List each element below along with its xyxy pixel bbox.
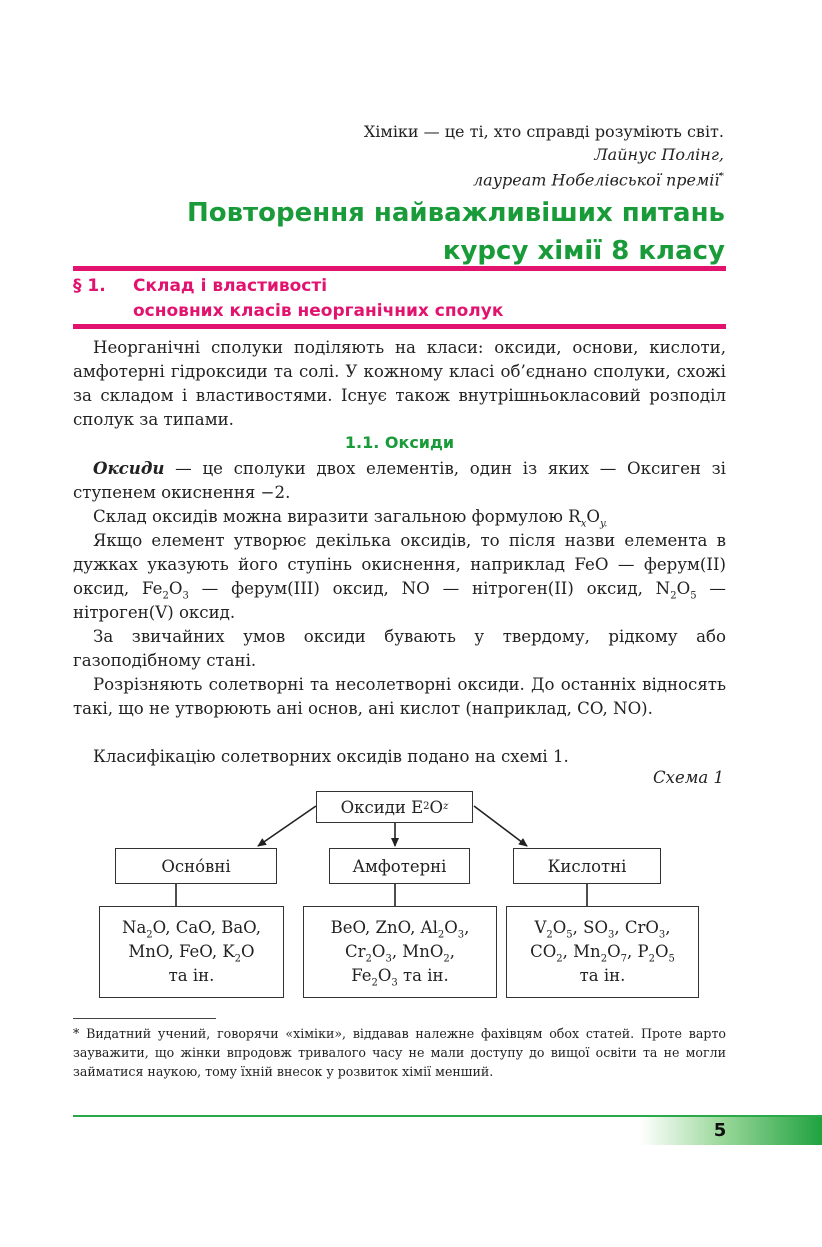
intro-paragraph: Неорганічні сполуки поділяють на класи: оксиди, основи, кислоти, амфотерні гідроксиди та солі. У кожному класі об’єднано сполуки, схожі за складом і властивостями. Існує також внутрішньокласовий розподіл сполук за типами. xyxy=(73,338,726,429)
section-number: § 1. xyxy=(73,276,106,296)
examples-basic-line3: та ін. xyxy=(168,966,215,985)
examples-acidic-box xyxy=(506,906,699,998)
examples-acidic-line3: та ін. xyxy=(579,966,626,985)
epigraph-author-title: лауреат Нобелівської премії* xyxy=(472,170,724,190)
chapter-title-line2: курсу хімії 8 класу xyxy=(442,236,725,266)
examples-amphoteric-box xyxy=(303,906,497,998)
subsection-heading: 1.1. Оксиди xyxy=(344,433,455,452)
examples-amphoteric-line2: $Cr_2O_3$, MnO$_2$, xyxy=(345,942,455,965)
examples-basic-box xyxy=(99,906,284,998)
examples-acidic-line1: $V_2O_5$, $SO_3$, CrO$_3$, xyxy=(534,918,671,941)
general-formula-paragraph: Склад оксидів можна виразити загальною формулою $R_xO_{y.}$ xyxy=(93,507,608,530)
chapter-title-line1: Повторення найважливіших питань xyxy=(186,198,725,228)
section-title-line1: Склад і властивості xyxy=(133,276,328,296)
category-amphoteric-box: Амфотерні xyxy=(329,848,470,884)
arrow-to-acidic xyxy=(474,806,527,846)
examples-amphoteric-line3: $Fe_2O_3$ та ін. xyxy=(351,966,449,989)
examples-basic-line2: MnO, FeO, $K_2O$ xyxy=(128,942,255,965)
category-basic-box: Осно́вні xyxy=(115,848,277,884)
scheme-root-box: Оксиди E 2 O z xyxy=(316,791,473,823)
examples-basic-line1: $Na_2O$, CaO, BaO, xyxy=(122,918,261,941)
section-title-line2: основних класів неорганічних сполук xyxy=(133,301,504,321)
category-acidic-box: Кислотні xyxy=(513,848,661,884)
footnote: * Видатний учений, говорячи «хіміки», віддавав належне фахівцям обох статей. Проте варто зауважити, що жінки впродовж тривалого часу не мали доступу до вищої освіти та не могли займатися наукою, тому їхній внесок у розвиток хімії менший. xyxy=(73,1026,726,1079)
naming-paragraph: Якщо елемент утворює декілька оксидів, то після назви елемента в дужках указують його ступінь окиснення, наприклад FeO — ферум(II) оксид, $Fe_2O_3$ — ферум(III) оксид, NO — нітроген(II) оксид, $N_2O_5$ — нітроген(V) оксид. xyxy=(73,531,726,622)
epigraph-author: Лайнус Полінг, xyxy=(594,145,724,164)
examples-acidic-line2: $CO_2$, $Mn_2O_7$, $P_2O_5$ xyxy=(530,942,675,965)
page-number: 5 xyxy=(713,1120,727,1141)
states-paragraph: За звичайних умов оксиди бувають у твердому, рідкому або газоподібному стані. xyxy=(73,627,726,670)
oxide-definition: Оксиди — це сполуки двох елементів, один із яких — Оксиген зі ступенем окиснення −2. xyxy=(73,458,726,502)
scheme-label: Схема 1 xyxy=(653,768,724,787)
arrow-to-basic xyxy=(258,806,316,846)
footnote-rule xyxy=(73,1018,216,1019)
examples-amphoteric-line1: BeO, ZnO, $Al_2O_3$, xyxy=(330,918,470,941)
salt-forming-paragraph: Розрізняють солетворні та несолетворні оксиди. До останніх відносять такі, що не утворюють ані основ, ані кислот (наприклад, CO, NO). xyxy=(73,675,726,718)
epigraph-quote: Хіміки — це ті, хто справді розуміють світ. xyxy=(363,122,724,141)
classification-paragraph: Класифікацію солетворних оксидів подано на схемі 1. xyxy=(93,747,569,766)
